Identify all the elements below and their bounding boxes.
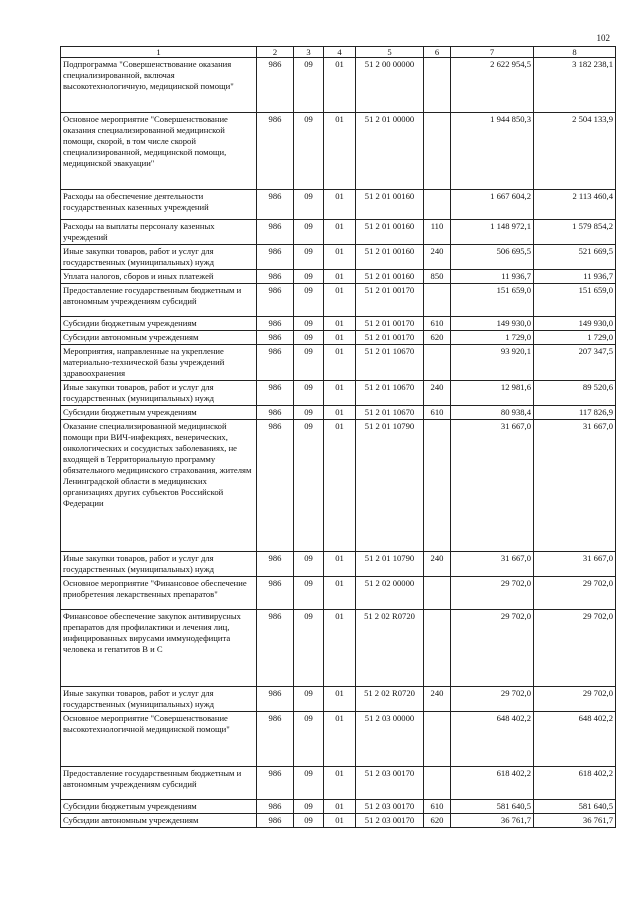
row-subsection-code: 01 [324, 577, 356, 610]
row-target-article: 51 2 03 00170 [356, 800, 424, 814]
table-row [61, 331, 616, 345]
table-row [61, 58, 616, 113]
row-name: Иные закупки товаров, работ и услуг для государственных (муниципальных) нужд [61, 381, 257, 406]
column-header: 2 [257, 47, 294, 58]
row-amount-year-2: 151 659,0 [534, 284, 616, 317]
row-name: Подпрограмма "Совершенствование оказания специализированной, включая высокотехнологичную, медицинской помощи" [61, 58, 257, 113]
row-section-code: 09 [294, 58, 324, 113]
row-name: Субсидии бюджетным учреждениям [61, 406, 257, 420]
row-amount-year-2: 29 702,0 [534, 610, 616, 687]
row-section-code: 09 [294, 284, 324, 317]
row-expense-type [424, 767, 451, 800]
row-amount-year-2: 3 182 238,1 [534, 58, 616, 113]
table-row [61, 220, 616, 245]
row-ministry-code: 986 [257, 270, 294, 284]
row-amount-year-2: 2 113 460,4 [534, 190, 616, 220]
row-amount-year-1: 2 622 954,5 [451, 58, 534, 113]
row-amount-year-2: 207 347,5 [534, 345, 616, 381]
row-amount-year-2: 149 930,0 [534, 317, 616, 331]
row-subsection-code: 01 [324, 331, 356, 345]
table-row [61, 610, 616, 687]
column-header: 5 [356, 47, 424, 58]
row-subsection-code: 01 [324, 406, 356, 420]
row-ministry-code: 986 [257, 712, 294, 767]
row-expense-type: 240 [424, 552, 451, 577]
column-header: 3 [294, 47, 324, 58]
row-section-code: 09 [294, 245, 324, 270]
row-subsection-code: 01 [324, 610, 356, 687]
table-row [61, 406, 616, 420]
row-amount-year-1: 618 402,2 [451, 767, 534, 800]
row-target-article: 51 2 02 00000 [356, 577, 424, 610]
row-target-article: 51 2 02 R0720 [356, 610, 424, 687]
row-expense-type: 240 [424, 245, 451, 270]
row-target-article: 51 2 01 00170 [356, 331, 424, 345]
row-ministry-code: 986 [257, 381, 294, 406]
table-row [61, 190, 616, 220]
row-expense-type: 620 [424, 814, 451, 828]
row-target-article: 51 2 01 10670 [356, 345, 424, 381]
row-name: Субсидии бюджетным учреждениям [61, 317, 257, 331]
row-ministry-code: 986 [257, 610, 294, 687]
row-amount-year-2: 618 402,2 [534, 767, 616, 800]
row-section-code: 09 [294, 420, 324, 552]
row-name: Мероприятия, направленные на укрепление материально-технической базы учреждений здравоохранения [61, 345, 257, 381]
row-ministry-code: 986 [257, 317, 294, 331]
row-section-code: 09 [294, 687, 324, 712]
row-section-code: 09 [294, 270, 324, 284]
row-amount-year-1: 93 920,1 [451, 345, 534, 381]
row-ministry-code: 986 [257, 406, 294, 420]
row-section-code: 09 [294, 190, 324, 220]
row-name: Предоставление государственным бюджетным и автономным учреждениям субсидий [61, 767, 257, 800]
row-subsection-code: 01 [324, 800, 356, 814]
row-name: Иные закупки товаров, работ и услуг для государственных (муниципальных) нужд [61, 245, 257, 270]
column-header: 7 [451, 47, 534, 58]
table-body [61, 58, 616, 828]
row-amount-year-2: 29 702,0 [534, 687, 616, 712]
table-row [61, 113, 616, 190]
row-amount-year-2: 2 504 133,9 [534, 113, 616, 190]
row-target-article: 51 2 03 00170 [356, 767, 424, 800]
row-name: Иные закупки товаров, работ и услуг для государственных (муниципальных) нужд [61, 687, 257, 712]
row-expense-type: 610 [424, 317, 451, 331]
row-expense-type: 610 [424, 800, 451, 814]
row-subsection-code: 01 [324, 420, 356, 552]
row-target-article: 51 2 01 10670 [356, 406, 424, 420]
table-row [61, 284, 616, 317]
row-target-article: 51 2 02 R0720 [356, 687, 424, 712]
table-row [61, 552, 616, 577]
row-name: Основное мероприятие "Совершенствование оказания специализированной медицинской помощи, скорой, в том числе скорой специализированной, медицинской помощи, медицинской эвакуации" [61, 113, 257, 190]
row-amount-year-2: 1 579 854,2 [534, 220, 616, 245]
row-amount-year-1: 36 761,7 [451, 814, 534, 828]
row-amount-year-1: 29 702,0 [451, 687, 534, 712]
budget-table [60, 46, 616, 828]
row-subsection-code: 01 [324, 317, 356, 331]
row-amount-year-1: 11 936,7 [451, 270, 534, 284]
row-expense-type [424, 712, 451, 767]
row-section-code: 09 [294, 317, 324, 331]
row-amount-year-2: 521 669,5 [534, 245, 616, 270]
row-section-code: 09 [294, 331, 324, 345]
row-name: Субсидии бюджетным учреждениям [61, 800, 257, 814]
row-ministry-code: 986 [257, 345, 294, 381]
row-subsection-code: 01 [324, 712, 356, 767]
header-row [61, 47, 616, 58]
row-ministry-code: 986 [257, 245, 294, 270]
row-expense-type: 620 [424, 331, 451, 345]
row-expense-type: 240 [424, 687, 451, 712]
table-row [61, 381, 616, 406]
row-amount-year-1: 80 938,4 [451, 406, 534, 420]
row-ministry-code: 986 [257, 420, 294, 552]
row-ministry-code: 986 [257, 814, 294, 828]
row-name: Оказание специализированной медицинской помощи при ВИЧ-инфекциях, венерических, онкологических и сосудистых заболеваниях, не входящей в Территориальную программу обязательного медицинского страхования, жителям Ленинградской области в медицинских организациях других субъектов Российской Федерации [61, 420, 257, 552]
row-target-article: 51 2 01 00170 [356, 317, 424, 331]
column-header: 1 [61, 47, 257, 58]
column-header: 8 [534, 47, 616, 58]
row-name: Субсидии автономным учреждениям [61, 814, 257, 828]
table-row [61, 577, 616, 610]
row-target-article: 51 2 01 00170 [356, 284, 424, 317]
row-subsection-code: 01 [324, 284, 356, 317]
row-name: Финансовое обеспечение закупок антивирусных препаратов для профилактики и лечения лиц, инфицированных вирусами иммунодефицита человека и гепатитов В и С [61, 610, 257, 687]
row-amount-year-1: 29 702,0 [451, 610, 534, 687]
row-target-article: 51 2 01 00160 [356, 245, 424, 270]
row-expense-type [424, 577, 451, 610]
row-amount-year-1: 12 981,6 [451, 381, 534, 406]
row-amount-year-2: 31 667,0 [534, 552, 616, 577]
row-expense-type [424, 610, 451, 687]
row-name: Основное мероприятие "Финансовое обеспечение приобретения лекарственных препаратов" [61, 577, 257, 610]
row-amount-year-1: 1 148 972,1 [451, 220, 534, 245]
column-header: 4 [324, 47, 356, 58]
row-amount-year-1: 29 702,0 [451, 577, 534, 610]
column-header: 6 [424, 47, 451, 58]
row-target-article: 51 2 01 00160 [356, 270, 424, 284]
row-amount-year-1: 1 729,0 [451, 331, 534, 345]
row-section-code: 09 [294, 345, 324, 381]
row-amount-year-2: 11 936,7 [534, 270, 616, 284]
row-subsection-code: 01 [324, 552, 356, 577]
row-target-article: 51 2 01 10670 [356, 381, 424, 406]
row-section-code: 09 [294, 712, 324, 767]
table-row [61, 345, 616, 381]
row-amount-year-2: 1 729,0 [534, 331, 616, 345]
row-ministry-code: 986 [257, 284, 294, 317]
table-row [61, 687, 616, 712]
row-expense-type [424, 190, 451, 220]
row-section-code: 09 [294, 113, 324, 190]
row-expense-type [424, 58, 451, 113]
row-subsection-code: 01 [324, 58, 356, 113]
row-section-code: 09 [294, 552, 324, 577]
row-subsection-code: 01 [324, 381, 356, 406]
row-name: Расходы на выплаты персоналу казенных учреждений [61, 220, 257, 245]
table-row [61, 270, 616, 284]
row-expense-type [424, 113, 451, 190]
row-subsection-code: 01 [324, 270, 356, 284]
row-target-article: 51 2 01 00000 [356, 113, 424, 190]
row-ministry-code: 986 [257, 687, 294, 712]
row-amount-year-1: 149 930,0 [451, 317, 534, 331]
row-name: Уплата налогов, сборов и иных платежей [61, 270, 257, 284]
row-subsection-code: 01 [324, 245, 356, 270]
row-ministry-code: 986 [257, 113, 294, 190]
row-expense-type: 850 [424, 270, 451, 284]
table-row [61, 317, 616, 331]
row-expense-type: 110 [424, 220, 451, 245]
row-name: Расходы на обеспечение деятельности государственных казенных учреждений [61, 190, 257, 220]
row-amount-year-2: 29 702,0 [534, 577, 616, 610]
row-section-code: 09 [294, 800, 324, 814]
row-amount-year-2: 648 402,2 [534, 712, 616, 767]
row-amount-year-1: 151 659,0 [451, 284, 534, 317]
row-section-code: 09 [294, 220, 324, 245]
page-number: 102 [596, 33, 610, 43]
row-ministry-code: 986 [257, 58, 294, 113]
row-ministry-code: 986 [257, 800, 294, 814]
row-section-code: 09 [294, 814, 324, 828]
row-ministry-code: 986 [257, 190, 294, 220]
row-amount-year-1: 31 667,0 [451, 420, 534, 552]
row-target-article: 51 2 03 00170 [356, 814, 424, 828]
row-subsection-code: 01 [324, 345, 356, 381]
row-target-article: 51 2 01 10790 [356, 552, 424, 577]
row-expense-type [424, 345, 451, 381]
row-amount-year-1: 506 695,5 [451, 245, 534, 270]
row-ministry-code: 986 [257, 220, 294, 245]
row-target-article: 51 2 01 00160 [356, 190, 424, 220]
row-expense-type: 240 [424, 381, 451, 406]
row-subsection-code: 01 [324, 687, 356, 712]
row-amount-year-2: 117 826,9 [534, 406, 616, 420]
row-expense-type [424, 284, 451, 317]
table-row [61, 245, 616, 270]
row-amount-year-2: 36 761,7 [534, 814, 616, 828]
row-amount-year-2: 89 520,6 [534, 381, 616, 406]
row-section-code: 09 [294, 610, 324, 687]
row-ministry-code: 986 [257, 331, 294, 345]
row-section-code: 09 [294, 406, 324, 420]
row-section-code: 09 [294, 767, 324, 800]
row-subsection-code: 01 [324, 190, 356, 220]
row-section-code: 09 [294, 381, 324, 406]
row-ministry-code: 986 [257, 767, 294, 800]
row-name: Иные закупки товаров, работ и услуг для государственных (муниципальных) нужд [61, 552, 257, 577]
table-row [61, 420, 616, 552]
row-subsection-code: 01 [324, 767, 356, 800]
row-section-code: 09 [294, 577, 324, 610]
row-subsection-code: 01 [324, 814, 356, 828]
row-amount-year-1: 648 402,2 [451, 712, 534, 767]
row-amount-year-2: 31 667,0 [534, 420, 616, 552]
row-subsection-code: 01 [324, 113, 356, 190]
row-expense-type [424, 420, 451, 552]
table-row [61, 800, 616, 814]
row-amount-year-1: 581 640,5 [451, 800, 534, 814]
row-amount-year-1: 31 667,0 [451, 552, 534, 577]
row-amount-year-1: 1 944 850,3 [451, 113, 534, 190]
row-name: Субсидии автономным учреждениям [61, 331, 257, 345]
row-target-article: 51 2 01 10790 [356, 420, 424, 552]
row-subsection-code: 01 [324, 220, 356, 245]
row-ministry-code: 986 [257, 552, 294, 577]
row-name: Предоставление государственным бюджетным и автономным учреждениям субсидий [61, 284, 257, 317]
row-target-article: 51 2 01 00160 [356, 220, 424, 245]
row-amount-year-2: 581 640,5 [534, 800, 616, 814]
row-ministry-code: 986 [257, 577, 294, 610]
table-row [61, 814, 616, 828]
row-expense-type: 610 [424, 406, 451, 420]
row-target-article: 51 2 00 00000 [356, 58, 424, 113]
row-amount-year-1: 1 667 604,2 [451, 190, 534, 220]
row-target-article: 51 2 03 00000 [356, 712, 424, 767]
table-row [61, 767, 616, 800]
table-row [61, 712, 616, 767]
row-name: Основное мероприятие "Совершенствование высокотехнологичной медицинской помощи" [61, 712, 257, 767]
